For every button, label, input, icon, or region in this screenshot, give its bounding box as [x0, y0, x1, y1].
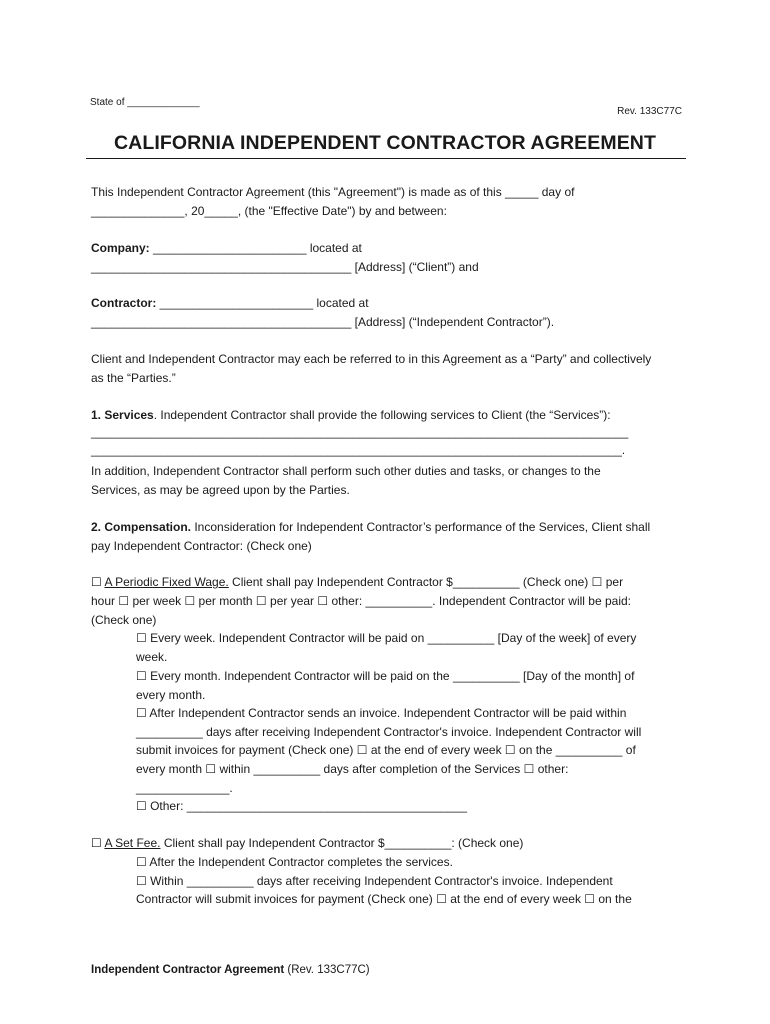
- option-every-month-cont: every month.: [136, 688, 206, 702]
- services-heading: 1. Services: [91, 408, 154, 422]
- option-within-days-cont: Contractor will submit invoices for payment (Check one) ☐ at the end of every week ☐ on the: [136, 892, 632, 906]
- set-fee-line-1: [91, 836, 523, 850]
- option-other[interactable]: ☐ Other: __________________________________________: [136, 799, 468, 813]
- option-after-invoice-cont-1: __________ days after receiving Independent Contractor's invoice. Independent Contractor will: [136, 725, 642, 739]
- intro-line-1: This Independent Contractor Agreement (this "Agreement") is made as of this _____ day of: [91, 185, 575, 199]
- compensation-line-1: [91, 520, 650, 534]
- periodic-wage-line-1: [91, 575, 623, 589]
- option-every-week-cont: week.: [136, 650, 168, 664]
- contractor-name-blank: _______________________ located at: [156, 296, 369, 310]
- company-label: Company:: [91, 241, 150, 255]
- contractor-label: Contractor:: [91, 296, 157, 310]
- footer-revision: (Rev. 133C77C): [284, 964, 370, 976]
- services-blank-2: ___________________________________________________________________________________.: [91, 445, 626, 457]
- footer-title: Independent Contractor Agreement: [91, 964, 285, 976]
- option-every-week[interactable]: ☐ Every week. Independent Contractor will be paid on __________ [Day of the week] of every: [136, 631, 637, 645]
- state-field: State of _____________: [90, 97, 200, 108]
- periodic-wage-text: Client shall pay Independent Contractor $__________ (Check one) ☐ per: [228, 575, 624, 589]
- company-line-1: [91, 241, 362, 255]
- intro-line-2: ______________, 20_____, (the "Effective Date") by and between:: [91, 204, 447, 218]
- set-fee-label: A Set Fee.: [104, 836, 161, 850]
- option-after-invoice-cont-2: submit invoices for payment (Check one) ☐ at the end of every week ☐ on the __________ of: [136, 743, 636, 757]
- parties-line-1: Client and Independent Contractor may each be referred to in this Agreement as a “Party” and collectively: [91, 352, 652, 366]
- services-line-1: [91, 408, 611, 422]
- compensation-heading: 2. Compensation.: [91, 520, 192, 534]
- contractor-address-line: _______________________________________ [Address] (“Independent Contractor”).: [91, 315, 555, 329]
- contractor-line-1: [91, 296, 369, 310]
- periodic-wage-checkbox[interactable]: ☐: [91, 575, 105, 589]
- option-after-invoice[interactable]: ☐ After Independent Contractor sends an invoice. Independent Contractor will be paid within: [136, 706, 627, 720]
- services-line-5: Services, as may be agreed upon by the Parties.: [91, 483, 350, 497]
- page-footer: [91, 964, 370, 976]
- option-every-month[interactable]: ☐ Every month. Independent Contractor will be paid on the __________ [Day of the month] of: [136, 669, 635, 683]
- parties-line-2: as the “Parties.”: [91, 371, 176, 385]
- services-text: . Independent Contractor shall provide the following services to Client (the “Services”):: [153, 408, 611, 422]
- option-within-days[interactable]: ☐ Within __________ days after receiving Independent Contractor's invoice. Independent: [136, 874, 613, 888]
- option-after-completion[interactable]: ☐ After the Independent Contractor completes the services.: [136, 855, 453, 869]
- company-name-blank: _______________________ located at: [149, 241, 362, 255]
- revision-number: Rev. 133C77C: [617, 106, 682, 117]
- compensation-text: Inconsideration for Independent Contractor’s performance of the Services, Client shall: [191, 520, 651, 534]
- option-after-invoice-cont-3: every month ☐ within __________ days after completion of the Services ☐ other:: [136, 762, 569, 776]
- periodic-wage-line-2: hour ☐ per week ☐ per month ☐ per year ☐ other: __________. Independent Contractor will be paid:: [91, 594, 632, 608]
- compensation-line-2: pay Independent Contractor: (Check one): [91, 539, 312, 553]
- periodic-wage-label: A Periodic Fixed Wage.: [104, 575, 229, 589]
- services-blank-1: ____________________________________________________________________________________: [91, 427, 629, 439]
- set-fee-text: Client shall pay Independent Contractor $__________: (Check one): [160, 836, 524, 850]
- document-title: CALIFORNIA INDEPENDENT CONTRACTOR AGREEMENT: [114, 132, 656, 154]
- services-line-4: In addition, Independent Contractor shall perform such other duties and tasks, or changes to the: [91, 464, 601, 478]
- set-fee-checkbox[interactable]: ☐: [91, 836, 105, 850]
- periodic-wage-line-3: (Check one): [91, 613, 157, 627]
- title-divider: [86, 158, 686, 159]
- option-after-invoice-cont-4: ______________.: [136, 781, 233, 795]
- company-address-line: _______________________________________ [Address] (“Client”) and: [91, 260, 479, 274]
